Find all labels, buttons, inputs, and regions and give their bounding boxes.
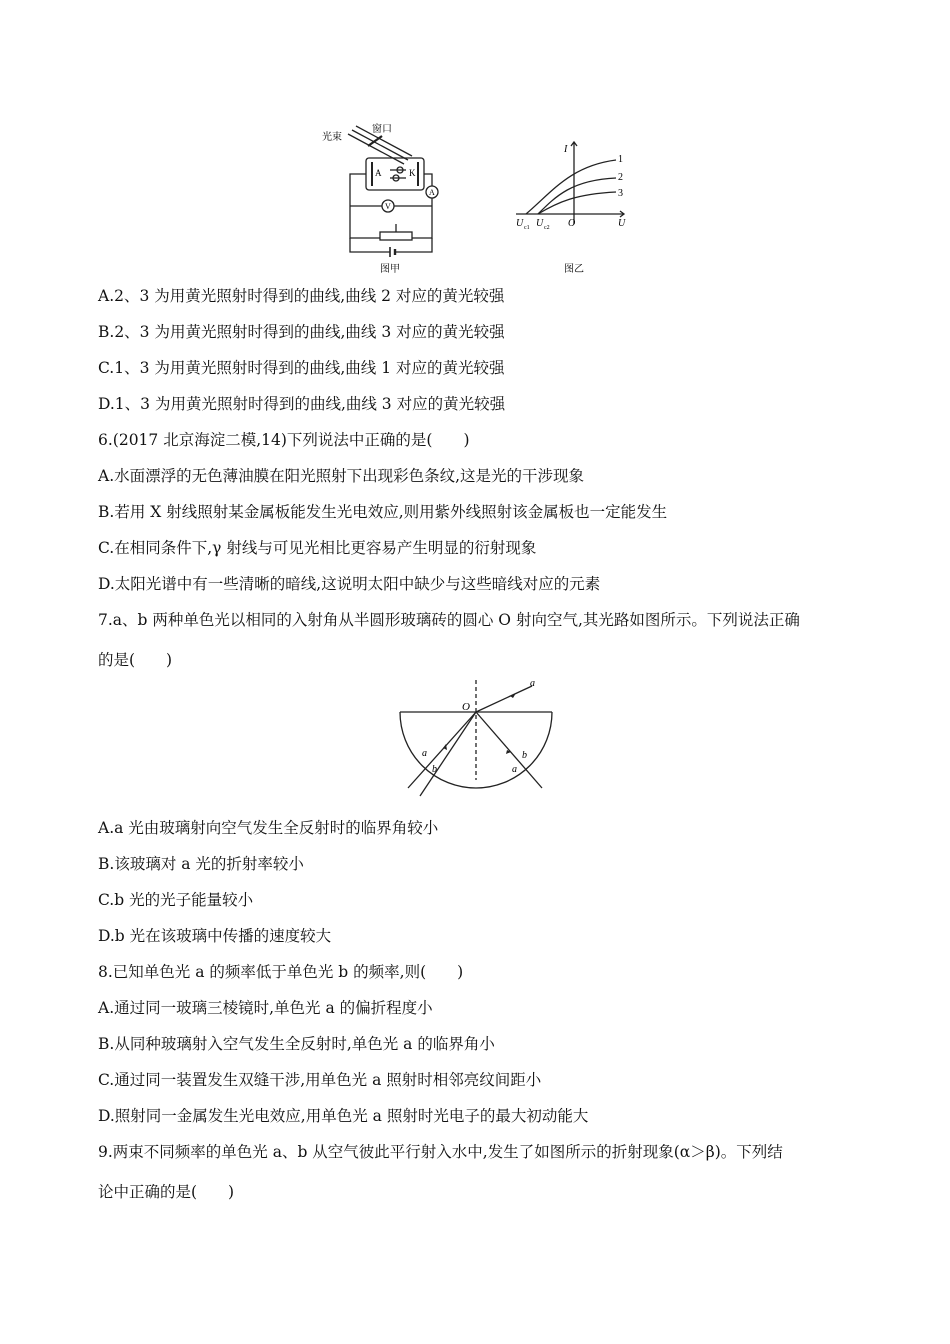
q8-option-c: C.通过同一装置发生双缝干涉,用单色光 a 照射时相邻亮纹间距小: [98, 1071, 542, 1089]
figure-caption-jia: 图甲: [380, 264, 400, 275]
label-a-top: a: [530, 678, 535, 689]
electrode-k-label: K: [409, 168, 416, 178]
q7-option-b: B.该玻璃对 a 光的折射率较小: [98, 855, 304, 873]
q5-option-d: D.1、3 为用黄光照射时得到的曲线,曲线 3 对应的黄光较强: [98, 395, 506, 413]
q6-option-c: C.在相同条件下,γ 射线与可见光相比更容易产生明显的衍射现象: [98, 539, 537, 557]
q8-option-b: B.从同种玻璃射入空气发生全反射时,单色光 a 的临界角小: [98, 1035, 495, 1053]
semicircle-glass-figure: [390, 676, 570, 806]
electrode-a-label: A: [375, 168, 382, 178]
curve-2: [538, 178, 616, 214]
q5-option-a: A.2、3 为用黄光照射时得到的曲线,曲线 2 对应的黄光较强: [98, 287, 505, 305]
q9-stem-line2: 论中正确的是( ): [98, 1183, 235, 1201]
q7-stem-line2: 的是( ): [98, 651, 173, 669]
q6-option-d: D.太阳光谱中有一些清晰的暗线,这说明太阳中缺少与这些暗线对应的元素: [98, 575, 601, 593]
q7-option-d: D.b 光在该玻璃中传播的速度较大: [98, 927, 332, 945]
uc1-sub-label: c1: [524, 225, 530, 231]
q5-option-c: C.1、3 为用黄光照射时得到的曲线,曲线 1 对应的黄光较强: [98, 359, 505, 377]
axis-u-label: U: [618, 218, 626, 229]
beam-label: 光束: [322, 132, 342, 143]
circuit-diagram: [348, 126, 438, 257]
q7-option-a: A.a 光由玻璃射向空气发生全反射时的临界角较小: [98, 819, 439, 837]
origin-label: O: [568, 218, 576, 229]
curve-3-label: 3: [618, 188, 623, 199]
uc1-label: U: [516, 218, 524, 229]
iu-graph: [516, 142, 624, 224]
curve-1-label: 1: [618, 154, 623, 165]
axis-i-label: I: [564, 144, 568, 155]
label-a-left: a: [422, 748, 427, 759]
figure-caption-yi: 图乙: [564, 264, 584, 275]
label-b-left: b: [432, 764, 437, 775]
photoelectric-figure: [320, 120, 640, 278]
q8-option-a: A.通过同一玻璃三棱镜时,单色光 a 的偏折程度小: [98, 999, 433, 1017]
q6-option-b: B.若用 X 射线照射某金属板能发生光电效应,则用紫外线照射该金属板也一定能发生: [98, 503, 668, 521]
ammeter-label: A: [429, 188, 435, 197]
q7-stem-line1: 7.a、b 两种单色光以相同的入射角从半圆形玻璃砖的圆心 O 射向空气,其光路如图所示。下列说法正确: [98, 611, 800, 629]
q6-option-a: A.水面漂浮的无色薄油膜在阳光照射下出现彩色条纹,这是光的干涉现象: [98, 467, 585, 485]
curve-1: [526, 160, 616, 214]
q6-stem: 6.(2017 北京海淀二模,14)下列说法中正确的是( ): [98, 431, 470, 449]
label-b-right: b: [522, 750, 527, 761]
q8-stem: 8.已知单色光 a 的频率低于单色光 b 的频率,则( ): [98, 963, 464, 981]
uc2-label: U: [536, 218, 544, 229]
uc2-sub-label: c2: [544, 225, 550, 231]
q8-option-d: D.照射同一金属发生光电效应,用单色光 a 照射时光电子的最大初动能大: [98, 1107, 589, 1125]
q5-option-b: B.2、3 为用黄光照射时得到的曲线,曲线 3 对应的黄光较强: [98, 323, 505, 341]
label-a-right: a: [512, 764, 517, 775]
q9-stem-line1: 9.两束不同频率的单色光 a、b 从空气彼此平行射入水中,发生了如图所示的折射现象(α＞β)。下列结: [98, 1143, 783, 1161]
window-label: 窗口: [372, 124, 392, 135]
q7-option-c: C.b 光的光子能量较小: [98, 891, 254, 909]
label-o: O: [462, 701, 470, 713]
voltmeter-label: V: [385, 202, 391, 211]
curve-2-label: 2: [618, 172, 623, 183]
